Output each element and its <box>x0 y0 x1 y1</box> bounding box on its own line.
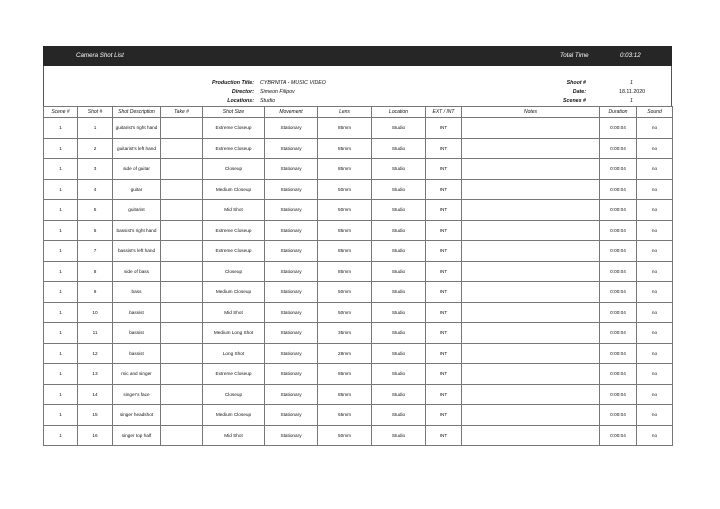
table-cell: 35mm <box>318 323 372 344</box>
total-time-value: 0:03:12 <box>620 52 641 59</box>
locations-label: Locations: <box>227 98 254 104</box>
shot-list-sheet <box>43 46 672 446</box>
table-row <box>44 179 673 200</box>
table-cell: 85mm <box>318 138 372 159</box>
table-cell <box>462 302 600 323</box>
table-cell: 2 <box>78 138 113 159</box>
table-cell: Studio <box>372 241 426 262</box>
table-cell: side of guitar <box>113 159 161 180</box>
table-cell: Studio <box>372 384 426 405</box>
table-cell: 0:00:04 <box>600 179 637 200</box>
table-cell: Stationary <box>265 405 318 426</box>
column-header: Shot Description <box>113 107 161 118</box>
table-cell <box>462 405 600 426</box>
table-row <box>44 364 673 385</box>
table-cell: Studio <box>372 220 426 241</box>
table-cell: Studio <box>372 343 426 364</box>
table-body <box>44 118 673 446</box>
table-cell: Stationary <box>265 261 318 282</box>
table-cell: Studio <box>372 200 426 221</box>
table-cell <box>462 425 600 446</box>
table-cell: bass <box>113 282 161 303</box>
table-cell: Medium Long Shot <box>203 323 265 344</box>
table-row <box>44 282 673 303</box>
title-bar <box>43 46 672 66</box>
table-cell: no <box>637 323 673 344</box>
director-label: Director: <box>231 89 254 95</box>
table-cell: Extreme Closeup <box>203 138 265 159</box>
table-cell: Stationary <box>265 282 318 303</box>
table-cell <box>161 384 203 405</box>
table-cell: 0:00:04 <box>600 282 637 303</box>
table-cell <box>161 364 203 385</box>
table-cell: Stationary <box>265 179 318 200</box>
table-cell <box>462 261 600 282</box>
table-cell: no <box>637 261 673 282</box>
table-cell <box>161 118 203 139</box>
table-cell: 16 <box>78 425 113 446</box>
table-cell: Studio <box>372 323 426 344</box>
table-cell: no <box>637 302 673 323</box>
table-cell: 1 <box>44 425 78 446</box>
table-cell: INT <box>426 118 462 139</box>
table-row <box>44 302 673 323</box>
table-cell: 1 <box>44 159 78 180</box>
table-cell <box>161 323 203 344</box>
table-cell: no <box>637 220 673 241</box>
table-cell: INT <box>426 159 462 180</box>
table-row <box>44 384 673 405</box>
table-cell: 0:00:04 <box>600 220 637 241</box>
table-cell <box>462 118 600 139</box>
table-cell <box>462 159 600 180</box>
table-row <box>44 343 673 364</box>
table-cell: 85mm <box>318 364 372 385</box>
table-cell: no <box>637 343 673 364</box>
table-cell: Stationary <box>265 425 318 446</box>
production-info <box>43 66 672 106</box>
column-header: Shot # <box>78 107 113 118</box>
table-cell: 8 <box>78 261 113 282</box>
table-cell <box>462 220 600 241</box>
table-cell: guitarist's left hand <box>113 138 161 159</box>
table-row <box>44 425 673 446</box>
table-cell: Studio <box>372 261 426 282</box>
document-title: Camera Shot List <box>76 52 124 59</box>
date-label: Date: <box>572 89 586 95</box>
table-cell: 50mm <box>318 179 372 200</box>
table-cell: Stationary <box>265 343 318 364</box>
table-cell: 7 <box>78 241 113 262</box>
table-cell: Studio <box>372 405 426 426</box>
table-cell: no <box>637 384 673 405</box>
table-cell: no <box>637 179 673 200</box>
table-cell <box>161 138 203 159</box>
table-cell: 9 <box>78 282 113 303</box>
table-cell: 0:00:04 <box>600 138 637 159</box>
table-cell: 0:00:04 <box>600 118 637 139</box>
table-cell: Stationary <box>265 241 318 262</box>
table-cell <box>161 159 203 180</box>
table-cell: guitarist's right hand <box>113 118 161 139</box>
table-row <box>44 200 673 221</box>
table-cell <box>462 364 600 385</box>
table-cell: 50mm <box>318 302 372 323</box>
table-cell <box>161 200 203 221</box>
table-cell <box>462 282 600 303</box>
table-cell: Closeup <box>203 384 265 405</box>
column-header: Lens <box>318 107 372 118</box>
table-cell: 1 <box>44 261 78 282</box>
column-header: Movement <box>265 107 318 118</box>
table-cell: 1 <box>44 364 78 385</box>
table-cell: Studio <box>372 138 426 159</box>
table-cell: bassist <box>113 323 161 344</box>
table-cell: 0:00:04 <box>600 323 637 344</box>
column-header: Notes <box>462 107 600 118</box>
table-cell: no <box>637 138 673 159</box>
table-cell <box>161 179 203 200</box>
table-cell: Extreme Closeup <box>203 220 265 241</box>
table-cell: 1 <box>44 118 78 139</box>
table-cell: INT <box>426 384 462 405</box>
table-cell <box>462 200 600 221</box>
column-header: Scene # <box>44 107 78 118</box>
table-cell: no <box>637 159 673 180</box>
table-row <box>44 261 673 282</box>
shoot-label: Shoot # <box>566 80 586 86</box>
table-cell: Studio <box>372 364 426 385</box>
table-cell: Extreme Closeup <box>203 118 265 139</box>
table-cell <box>462 323 600 344</box>
column-header: Take # <box>161 107 203 118</box>
table-cell: Mid Shot <box>203 425 265 446</box>
table-cell: Stationary <box>265 302 318 323</box>
table-cell: Medium Closeup <box>203 179 265 200</box>
table-cell <box>462 241 600 262</box>
table-cell: Studio <box>372 159 426 180</box>
table-row <box>44 159 673 180</box>
table-cell <box>161 220 203 241</box>
table-cell: no <box>637 118 673 139</box>
table-row <box>44 138 673 159</box>
table-cell: 1 <box>44 220 78 241</box>
table-cell: 1 <box>44 405 78 426</box>
table-cell: Stationary <box>265 118 318 139</box>
table-cell: side of bass <box>113 261 161 282</box>
table-cell: 4 <box>78 179 113 200</box>
table-cell: 50mm <box>318 200 372 221</box>
table-cell: 1 <box>44 179 78 200</box>
table-cell: 85mm <box>318 159 372 180</box>
table-cell: 1 <box>44 138 78 159</box>
table-cell <box>462 138 600 159</box>
table-cell: INT <box>426 220 462 241</box>
table-cell: no <box>637 425 673 446</box>
table-cell: Long Shot <box>203 343 265 364</box>
table-cell: 0:00:04 <box>600 364 637 385</box>
column-header: Duration <box>600 107 637 118</box>
table-cell: bassist's left hand <box>113 241 161 262</box>
table-cell: INT <box>426 364 462 385</box>
table-cell <box>462 179 600 200</box>
table-cell: 0:00:04 <box>600 302 637 323</box>
table-cell: 0:00:04 <box>600 159 637 180</box>
table-cell: 1 <box>44 384 78 405</box>
table-cell: 1 <box>44 343 78 364</box>
table-cell: 85mm <box>318 118 372 139</box>
table-cell <box>161 405 203 426</box>
table-cell: no <box>637 241 673 262</box>
table-cell: Studio <box>372 118 426 139</box>
table-row <box>44 220 673 241</box>
table-row <box>44 405 673 426</box>
table-cell: guitarist <box>113 200 161 221</box>
column-header: EXT / INT <box>426 107 462 118</box>
table-cell: 50mm <box>318 282 372 303</box>
table-cell: 0:00:04 <box>600 384 637 405</box>
table-cell: 0:00:04 <box>600 343 637 364</box>
table-cell <box>161 282 203 303</box>
table-cell: Studio <box>372 179 426 200</box>
table-cell: INT <box>426 261 462 282</box>
table-cell: singer headshot <box>113 405 161 426</box>
table-cell: INT <box>426 179 462 200</box>
table-cell <box>161 302 203 323</box>
table-cell: 1 <box>44 302 78 323</box>
table-cell: no <box>637 282 673 303</box>
table-cell: no <box>637 200 673 221</box>
table-cell: INT <box>426 241 462 262</box>
table-cell: 15 <box>78 405 113 426</box>
table-cell <box>161 261 203 282</box>
table-cell: INT <box>426 343 462 364</box>
production-title-value: CYBRNITA - MUSIC VIDEO <box>260 80 326 86</box>
table-cell: mic and singer <box>113 364 161 385</box>
table-cell <box>462 343 600 364</box>
table-cell: 85mm <box>318 241 372 262</box>
table-cell: INT <box>426 323 462 344</box>
table-cell: Closeup <box>203 261 265 282</box>
director-value: Simeon Filipov <box>260 89 295 95</box>
table-cell: Medium Closeup <box>203 405 265 426</box>
table-cell: Stationary <box>265 159 318 180</box>
table-cell: Stationary <box>265 323 318 344</box>
table-cell: 6 <box>78 220 113 241</box>
table-header-row <box>44 107 673 118</box>
table-cell: 85mm <box>318 220 372 241</box>
table-cell: 13 <box>78 364 113 385</box>
table-cell: 0:00:04 <box>600 261 637 282</box>
table-cell: Studio <box>372 302 426 323</box>
table-cell: Mid Shot <box>203 302 265 323</box>
total-time-label: Total Time <box>560 52 589 59</box>
table-cell: Stationary <box>265 364 318 385</box>
table-cell: Stationary <box>265 384 318 405</box>
table-cell: 85mm <box>318 261 372 282</box>
table-cell: 0:00:04 <box>600 200 637 221</box>
shot-table <box>43 106 673 446</box>
table-cell: bassist's right hand <box>113 220 161 241</box>
table-cell: Extreme Closeup <box>203 241 265 262</box>
table-row <box>44 323 673 344</box>
table-cell: Closeup <box>203 159 265 180</box>
table-cell: 12 <box>78 343 113 364</box>
table-cell: 65mm <box>318 405 372 426</box>
table-cell: 1 <box>44 323 78 344</box>
table-cell: 1 <box>44 241 78 262</box>
table-cell <box>462 384 600 405</box>
table-cell: INT <box>426 302 462 323</box>
table-row <box>44 241 673 262</box>
table-cell: INT <box>426 200 462 221</box>
table-cell: INT <box>426 405 462 426</box>
table-cell: 28mm <box>318 343 372 364</box>
table-cell: INT <box>426 138 462 159</box>
table-cell: Stationary <box>265 200 318 221</box>
table-cell: 11 <box>78 323 113 344</box>
table-cell: singer's face <box>113 384 161 405</box>
table-cell: no <box>637 364 673 385</box>
table-cell: Extreme Closeup <box>203 364 265 385</box>
table-cell: 1 <box>44 200 78 221</box>
table-cell: 1 <box>44 282 78 303</box>
table-cell: Mid Shot <box>203 200 265 221</box>
date-value: 18.11.2020 <box>619 89 646 95</box>
table-cell <box>161 425 203 446</box>
table-row <box>44 118 673 139</box>
scenes-label: Scenes # <box>563 98 586 104</box>
table-cell: Studio <box>372 282 426 303</box>
table-cell: INT <box>426 282 462 303</box>
table-cell: Stationary <box>265 220 318 241</box>
table-cell: 14 <box>78 384 113 405</box>
table-cell: 1 <box>78 118 113 139</box>
table-cell <box>161 343 203 364</box>
table-cell: bassist <box>113 343 161 364</box>
column-header: Location <box>372 107 426 118</box>
column-header: Sound <box>637 107 673 118</box>
table-cell: guitar <box>113 179 161 200</box>
table-cell: 5 <box>78 200 113 221</box>
table-cell: 0:00:04 <box>600 241 637 262</box>
table-cell: Stationary <box>265 138 318 159</box>
column-header: Shot Size <box>203 107 265 118</box>
table-cell <box>161 241 203 262</box>
table-cell: INT <box>426 425 462 446</box>
table-cell: no <box>637 405 673 426</box>
table-cell: Studio <box>372 425 426 446</box>
table-cell: 50mm <box>318 425 372 446</box>
table-cell: 3 <box>78 159 113 180</box>
locations-value: Studio <box>260 98 276 104</box>
table-cell: 0:00:04 <box>600 405 637 426</box>
table-cell: Medium Closeup <box>203 282 265 303</box>
shoot-value: 1 <box>630 80 633 86</box>
table-cell: singer top half <box>113 425 161 446</box>
scenes-value: 1 <box>630 98 633 104</box>
production-title-label: Production Title: <box>212 80 254 86</box>
table-cell: bassist <box>113 302 161 323</box>
table-cell: 85mm <box>318 384 372 405</box>
table-cell: 0:00:04 <box>600 425 637 446</box>
table-cell: 10 <box>78 302 113 323</box>
